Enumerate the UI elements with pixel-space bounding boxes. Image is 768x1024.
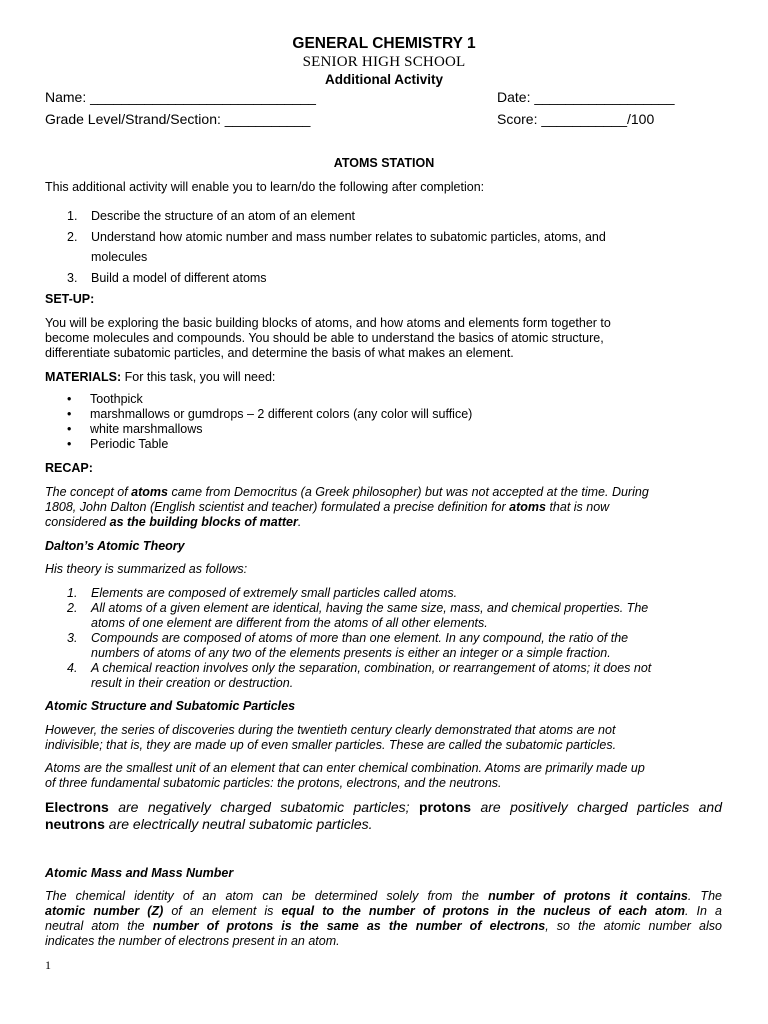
- course-title: GENERAL CHEMISTRY 1: [292, 35, 476, 52]
- activity-subtitle: Additional Activity: [324, 72, 443, 87]
- structure-line: of three fundamental subatomic particles: the protons, electrons, and the neutrons.: [45, 776, 502, 790]
- material-item: • Toothpick: [67, 392, 143, 406]
- dalton-point: 2. All atoms of a given element are identical, having the same size, mass, and chemical properties. The: [67, 601, 649, 615]
- mass-line: neutral atom the number of protons is the same as the number of electrons, so the atomic number also: [45, 919, 722, 933]
- material-item: • marshmallows or gumdrops – 2 different colors (any color will suffice): [67, 407, 473, 421]
- structure-line: Atoms are the smallest unit of an element that can enter chemical combination. Atoms are primarily made up: [45, 761, 645, 775]
- mass-line: The chemical identity of an atom can be determined solely from the number of protons it contains. The: [45, 889, 722, 903]
- recap-heading: RECAP:: [45, 461, 93, 475]
- objective-item: 3. Build a model of different atoms: [67, 271, 267, 285]
- setup-line: You will be exploring the basic building blocks of atoms, and how atoms and elements form together to: [45, 316, 611, 330]
- activity-intro: This additional activity will enable you to learn/do the following after completion:: [45, 180, 485, 194]
- dalton-point: 4. A chemical reaction involves only the separation, combination, or rearrangement of atoms; it does not: [67, 661, 652, 675]
- activity-title: ATOMS STATION: [333, 156, 435, 170]
- dalton-point: 3. Compounds are composed of atoms of more than one element. In any compound, the ratio of the: [67, 631, 629, 645]
- objective-item-continued: molecules: [91, 250, 148, 264]
- school-name: SENIOR HIGH SCHOOL: [302, 54, 466, 70]
- mass-heading: Atomic Mass and Mass Number: [45, 866, 234, 880]
- particles-line: neutrons are electrically neutral subatomic particles.: [45, 816, 373, 832]
- objective-item: 2. Understand how atomic number and mass number relates to subatomic particles, atoms, and: [67, 230, 606, 244]
- name-field: Name: _____________________________: [45, 89, 316, 105]
- dalton-point-continued: result in their creation or destruction.: [91, 676, 294, 690]
- material-item: • white marshmallows: [67, 422, 203, 436]
- grade-field: Grade Level/Strand/Section: ___________: [45, 111, 311, 127]
- material-item: • Periodic Table: [67, 437, 169, 451]
- structure-heading: Atomic Structure and Subatomic Particles: [45, 699, 296, 713]
- score-field: Score: ___________/100: [497, 111, 655, 127]
- dalton-heading: Dalton’s Atomic Theory: [45, 539, 185, 553]
- dalton-point-continued: atoms of one element are different from the atoms of all other elements.: [91, 616, 488, 630]
- dalton-point: 1. Elements are composed of extremely small particles called atoms.: [67, 586, 458, 600]
- setup-line: become molecules and compounds. You should be able to understand the basics of atomic structure,: [45, 331, 604, 345]
- mass-line: atomic number (Z) of an element is equal to the number of protons in the nucleus of each atom. In a: [45, 904, 722, 918]
- dalton-point-continued: numbers of atoms of any two of the elements presents is either an integer or a simple fraction.: [91, 646, 611, 660]
- structure-line: However, the series of discoveries during the twentieth century clearly demonstrated that atoms are not: [45, 723, 616, 737]
- date-field: Date: __________________: [497, 89, 675, 105]
- objective-item: 1. Describe the structure of an atom of an element: [67, 209, 356, 223]
- page-number: 1: [45, 958, 51, 972]
- materials-heading: MATERIALS:: [45, 370, 122, 384]
- mass-line: indicates the number of electrons present in an atom.: [45, 934, 340, 948]
- recap-line: The concept of atoms came from Democritus (a Greek philosopher) but was not accepted at the time. During: [45, 485, 649, 499]
- particles-line: Electrons are negatively charged subatomic particles; protons are positively charged particles and: [45, 799, 722, 815]
- recap-line: 1808, John Dalton (English scientist and teacher) formulated a precise definition for atoms that is now: [45, 500, 610, 514]
- structure-line: indivisible; that is, they are made up of even smaller particles. These are called the subatomic particles.: [45, 738, 617, 752]
- setup-line: differentiate subatomic particles, and determine the basis of what makes an element.: [45, 346, 514, 360]
- setup-heading: SET-UP:: [45, 292, 95, 306]
- dalton-intro: His theory is summarized as follows:: [45, 562, 248, 576]
- recap-line: considered as the building blocks of matter.: [45, 515, 302, 529]
- materials-line: MATERIALS: For this task, you will need:: [45, 370, 276, 384]
